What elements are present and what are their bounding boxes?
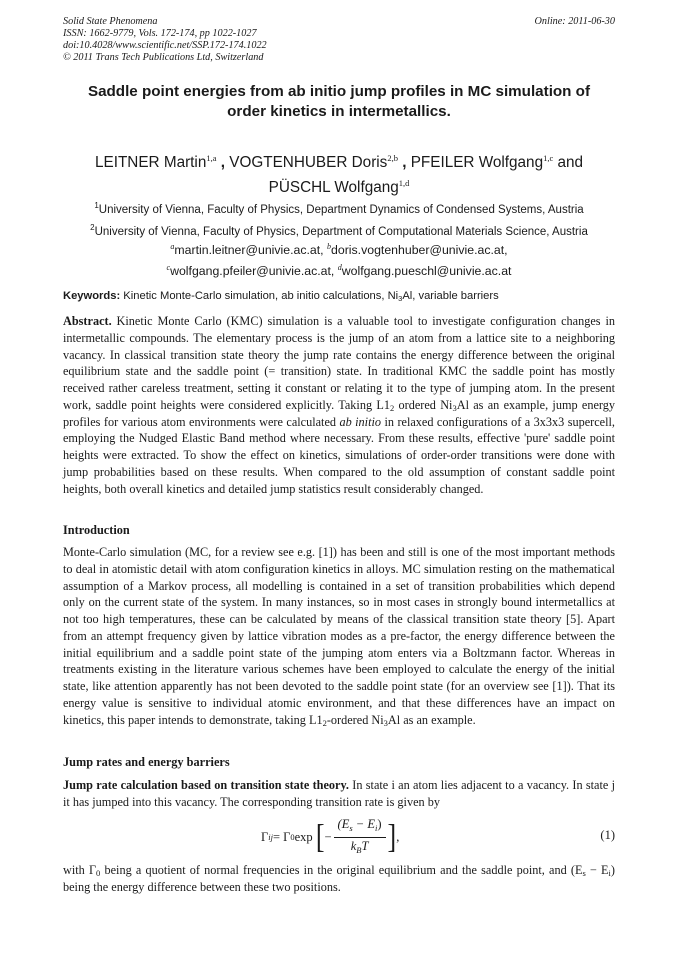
eq-sub: 0: [290, 832, 295, 842]
journal-header: [63, 16, 615, 64]
email-sup: a: [170, 242, 175, 251]
eq-equals: = Γ: [272, 829, 291, 844]
equation-1: [63, 815, 615, 859]
intro-text: Al as an example.: [387, 712, 476, 727]
email-leitner[interactable]: martin.leitner@univie.ac.at,: [174, 243, 324, 257]
intro-text: Monte-Carlo simulation (MC, for a review see e.g. [1]) has been and still is one of the most important methods to deal in atomistic detail with atom configuration kinetics in alloys. MC simulation resting on the mathematical assumption of a Markov process, all modelling is contained in a set of transition probabilities which depend only on the current state of the system. In many instances, so in most cases in strongly bound intermetallics at not too high temperatures, these can be calculated by means of the classical transition state theory [5]. Apart from an attempt frequency given by lattice vibration modes as a pre-factor, the energy difference between the initial equilibrium and a saddle point state of the jumping atom enters via a Boltzmann factor. Whereas in treatments existing in the literature various schemes have been employed to calculate the energy of the initial state, like attention apparently has not been devoted to the saddle point state (for an overview see [1]). That its energy value is sensitive to individual atomic environment, and that these differences have an impact on kinetics, this paper intends to demonstrate, taking L1: [63, 545, 615, 727]
eq-bracket-left: [: [315, 817, 325, 856]
jump-rates-paragraph: [63, 777, 615, 811]
journal-meta-block: [63, 16, 615, 64]
issn-line: ISSN: 1662-9779, Vols. 172-174, pp 1022-1027: [63, 28, 257, 39]
affiliation-text: University of Vienna, Faculty of Physics, Department of Computational Materials Science, Austria: [94, 226, 588, 238]
after-text: being a quotient of normal frequencies in the original equilibrium and the saddle point, and (E: [100, 863, 583, 877]
email-sup: c: [166, 263, 171, 272]
eq-numerator: [334, 817, 386, 838]
doi-line: doi:10.4028/www.scientific.net/SSP.172-174.1022: [63, 40, 267, 51]
keywords: [63, 289, 623, 306]
author-separator: ,: [402, 154, 411, 171]
author-and: and: [553, 154, 584, 171]
equation-body: Γ ij = Γ 0 exp [ − $\frac{(E_s - E_i)}{k_BT}$ ] ,: [261, 815, 399, 859]
eq-num-text: ): [377, 816, 382, 831]
email-pueschl[interactable]: wolfgang.pueschl@univie.ac.at: [341, 264, 512, 278]
eq-fraction: [334, 817, 386, 858]
intro-sub: 2: [322, 717, 327, 728]
eq-num-text: − E: [352, 816, 375, 831]
affiliation-1: [58, 197, 620, 219]
after-text: ) being the energy difference between these two positions.: [63, 863, 615, 894]
affiliations: [58, 197, 620, 241]
keywords-text-end: Al, variable barriers: [402, 290, 499, 302]
post-equation-paragraph: [63, 862, 615, 896]
keywords-text: Kinetic Monte-Carlo simulation, ab initio calculations, Ni: [120, 290, 399, 302]
jump-text: In state i an atom lies adjacent to a vacancy. In state j it has jumped into this vacancy. The corresponding transition rate is given by: [63, 778, 615, 809]
eq-sub: i: [375, 822, 378, 833]
title-line-1: Saddle point energies from ab initio jump profiles in MC simulation of: [87, 83, 591, 100]
section-heading: Introduction: [63, 523, 130, 537]
abstract-italic: ab initio: [339, 414, 382, 429]
abstract-label: Abstract.: [63, 314, 112, 328]
affiliation-text: University of Vienna, Faculty of Physics, Department Dynamics of Condensed Systems, Austria: [98, 204, 584, 216]
eq-den-text: T: [361, 838, 369, 853]
eq-sub: s: [349, 822, 353, 833]
equation-number: (1): [600, 828, 615, 842]
author-vogtenhuber: VOGTENHUBER Doris: [229, 154, 388, 171]
eq-num-text: (E: [337, 816, 350, 831]
email-pfeiler[interactable]: wolfgang.pfeiler@univie.ac.at,: [170, 264, 335, 278]
authors-line-2: [63, 173, 615, 198]
intro-text: -ordered Ni: [326, 712, 384, 727]
author-sup: 1,a: [206, 153, 217, 163]
title-line-2: order kinetics in intermetallics.: [227, 103, 451, 120]
eq-sub: B: [356, 844, 362, 855]
introduction-paragraph: [63, 544, 615, 728]
eq-exp: exp: [294, 829, 313, 844]
abstract-sub: 2: [389, 402, 395, 413]
section-heading: Jump rates and energy barriers: [63, 755, 230, 769]
eq-bracket-right: ]: [387, 817, 397, 856]
author-separator: ,: [220, 154, 230, 171]
abstract-text: in relaxed configurations of a 3x3x3 supercell, employing the Nudged Elastic Band method where necessary. From these results, effective 'pure' saddle point heights were extracted. To show the effect on kinetics, simulations of order-order transitions were done with jump probabilities based on these results. When compared to the old assumption of constant saddle point heights, both overall kinetics and detailed jump statistics result considerably changed.: [63, 414, 615, 496]
eq-den-text: k: [350, 838, 357, 853]
email-sup: d: [337, 263, 342, 272]
author-emails: [63, 238, 615, 280]
abstract: [63, 313, 615, 497]
journal-name: Solid State Phenomena: [63, 16, 158, 27]
introduction-heading: [63, 522, 615, 538]
intro-sub: 3: [383, 717, 388, 728]
email-sup: b: [327, 242, 332, 251]
abstract-text: ordered Ni: [394, 397, 453, 412]
run-in-heading: Jump rate calculation based on transition state theory.: [63, 778, 349, 792]
online-date: Online: 2011-06-30: [534, 16, 615, 27]
affiliation-sup: 1: [94, 201, 99, 210]
after-text: − E: [585, 863, 609, 877]
author-leitner: LEITNER Martin: [94, 154, 207, 171]
abstract-sub: 3: [452, 402, 457, 413]
author-sup: 1,c: [543, 153, 554, 163]
abstract-text: Kinetic Monte Carlo (KMC) simulation is a valuable tool to investigate configuration changes in intermetallic compounds. The elementary process is the jump of an atom from a lattice site to a neighboring vacancy. In classical transition state theory the jump rate contains the energy difference between the original equilibrium state and the saddle point (= transition) state. In traditional KMC the saddle point has mostly received rather careless treatment, setting it constant or relating it to the type of jumping atom. In the present work, saddle point heights were considered explicitly. Taking L1: [63, 314, 615, 412]
copyright-line: © 2011 Trans Tech Publications Ltd, Switzerland: [63, 52, 264, 63]
keywords-sub: 3: [398, 294, 403, 303]
author-list: [63, 148, 615, 198]
affiliation-sup: 2: [90, 223, 95, 232]
eq-gamma: Γ: [261, 829, 269, 844]
paper-title: [63, 82, 615, 122]
emails-line-1: [63, 238, 615, 259]
after-sub: s: [582, 868, 586, 878]
after-sub: 0: [96, 868, 101, 878]
email-vogtenhuber[interactable]: doris.vogtenhuber@univie.ac.at,: [331, 243, 508, 257]
eq-denominator: [351, 838, 369, 858]
emails-line-2: [63, 259, 615, 280]
keywords-label: Keywords:: [63, 290, 121, 302]
author-sup: 1,d: [398, 178, 410, 188]
author-sup: 2,b: [387, 153, 398, 163]
abstract-text: Al as an example, jump energy profiles for various atom environments were calculated: [63, 397, 615, 429]
author-pueschl: PÜSCHL Wolfgang: [268, 179, 399, 196]
authors-line-1: [63, 148, 615, 173]
jump-rates-heading: [63, 754, 615, 770]
eq-sub: ij: [268, 832, 273, 842]
after-sub: i: [608, 868, 611, 878]
author-pfeiler: PFEILER Wolfgang: [410, 154, 544, 171]
after-text: with Γ: [63, 863, 97, 877]
